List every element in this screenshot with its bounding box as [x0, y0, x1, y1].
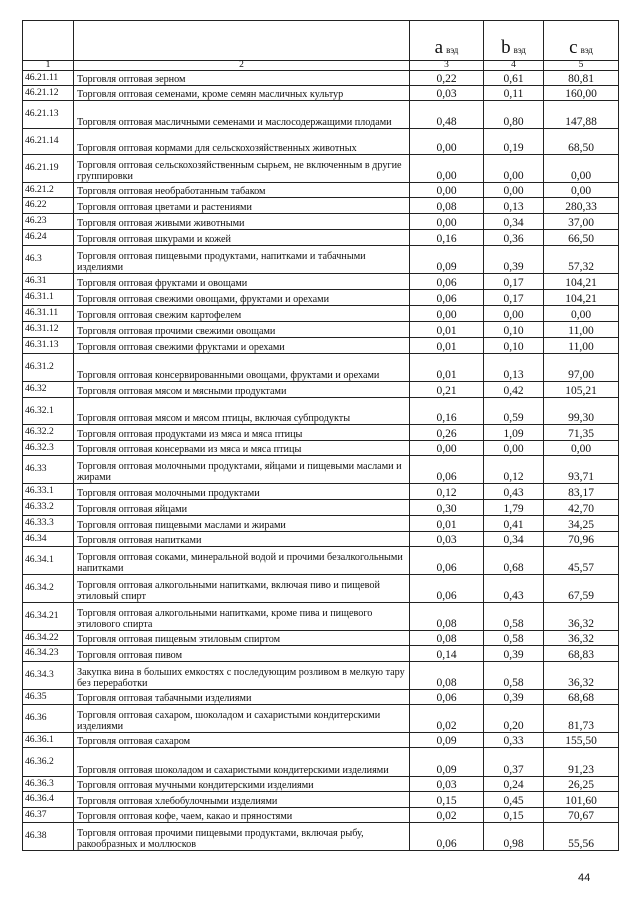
- activity-name: Торговля оптовая пищевыми маслами и жирами: [74, 516, 410, 532]
- activity-name: Торговля оптовая прочими пищевыми продуктами, включая рыбу, ракообразных и моллюсков: [74, 823, 410, 851]
- okved-code: 46.31: [23, 274, 74, 290]
- okved-code: 46.23: [23, 214, 74, 230]
- okved-code: 46.36.1: [23, 733, 74, 748]
- coef-b-value: 1,79: [484, 500, 544, 516]
- coef-a-value: 0,09: [410, 246, 484, 274]
- table-row: [23, 662, 619, 690]
- coef-b-value: 0,42: [484, 382, 544, 398]
- column-number: 3: [410, 61, 484, 71]
- coef-c-value: 80,81: [544, 71, 619, 86]
- coef-c-value: 0,00: [544, 306, 619, 322]
- activity-name: Торговля оптовая хлебобулочными изделиями: [74, 792, 410, 808]
- header-name-cell: [74, 21, 410, 61]
- okved-code: 46.34: [23, 532, 74, 547]
- coef-a-value: 0,06: [410, 823, 484, 851]
- activity-name: Торговля оптовая пищевым этиловым спиртом: [74, 631, 410, 646]
- table-row: [23, 484, 619, 500]
- coef-b-value: 0,98: [484, 823, 544, 851]
- table-row: [23, 338, 619, 354]
- coef-b-value: 0,17: [484, 290, 544, 306]
- coef-b-value: 0,19: [484, 129, 544, 155]
- coef-c-value: 0,00: [544, 155, 619, 183]
- coef-a-value: 0,06: [410, 690, 484, 705]
- coef-c-value: 45,57: [544, 547, 619, 575]
- coef-b-value: 0,13: [484, 354, 544, 382]
- coef-c-value: 0,00: [544, 183, 619, 198]
- coef-b-value: 0,10: [484, 322, 544, 338]
- coef-c-value: 68,83: [544, 646, 619, 662]
- activity-name: Торговля оптовая шоколадом и сахаристыми кондитерскими изделиями: [74, 748, 410, 777]
- activity-name: Закупка вина в больших емкостях с последующим розливом в мелкую тару без переработки: [74, 662, 410, 690]
- table-row: [23, 425, 619, 441]
- activity-name: Торговля оптовая кормами для сельскохозяйственных животных: [74, 129, 410, 155]
- activity-name: Торговля оптовая продуктами из мяса и мяса птицы: [74, 425, 410, 441]
- table-row: [23, 748, 619, 777]
- coef-b-value: 0,10: [484, 338, 544, 354]
- table-row: [23, 823, 619, 851]
- coef-b-value: 0,58: [484, 631, 544, 646]
- table-row: [23, 322, 619, 338]
- coef-a-value: 0,03: [410, 532, 484, 547]
- okved-code: 46.35: [23, 690, 74, 705]
- activity-name: Торговля оптовая свежими фруктами и орехами: [74, 338, 410, 354]
- okved-code: 46.33.1: [23, 484, 74, 500]
- coef-a-value: 0,30: [410, 500, 484, 516]
- table-row: [23, 792, 619, 808]
- activity-name: Торговля оптовая масличными семенами и маслосодержащими плодами: [74, 101, 410, 129]
- table-row: [23, 631, 619, 646]
- okved-code: 46.21.19: [23, 155, 74, 183]
- coef-c-value: 11,00: [544, 322, 619, 338]
- coef-b-value: 0,13: [484, 198, 544, 214]
- activity-name: Торговля оптовая алкогольными напитками, включая пиво и пищевой этиловый спирт: [74, 575, 410, 603]
- table-row: [23, 274, 619, 290]
- coef-a-value: 0,00: [410, 155, 484, 183]
- coef-b-value: 0,24: [484, 777, 544, 792]
- coef-b-value: 0,15: [484, 808, 544, 823]
- okved-code: 46.34.22: [23, 631, 74, 646]
- okved-code: 46.31.2: [23, 354, 74, 382]
- coef-b-value: 0,34: [484, 532, 544, 547]
- coef-a-value: 0,06: [410, 547, 484, 575]
- activity-name: Торговля оптовая прочими свежими овощами: [74, 322, 410, 338]
- coef-c-value: 91,23: [544, 748, 619, 777]
- okved-code: 46.33.2: [23, 500, 74, 516]
- okved-code: 46.24: [23, 230, 74, 246]
- okved-code: 46.34.1: [23, 547, 74, 575]
- activity-name: Торговля оптовая мучными кондитерскими изделиями: [74, 777, 410, 792]
- table-row: [23, 71, 619, 86]
- okved-code: 46.34.3: [23, 662, 74, 690]
- okved-code: 46.36.3: [23, 777, 74, 792]
- coef-b-value: 0,58: [484, 662, 544, 690]
- coef-c-value: 99,30: [544, 398, 619, 425]
- table-row: [23, 86, 619, 101]
- coef-c-value: 68,50: [544, 129, 619, 155]
- activity-name: Торговля оптовая соками, минеральной водой и прочими безалкогольными напитками: [74, 547, 410, 575]
- coef-a-value: 0,01: [410, 354, 484, 382]
- coef-a-value: 0,00: [410, 183, 484, 198]
- coef-b-value: 0,45: [484, 792, 544, 808]
- table-row: [23, 398, 619, 425]
- coef-a-value: 0,06: [410, 575, 484, 603]
- header-col-b: b вэд: [484, 21, 544, 61]
- coef-a-value: 0,26: [410, 425, 484, 441]
- coef-c-value: 57,32: [544, 246, 619, 274]
- coef-a-value: 0,03: [410, 86, 484, 101]
- header-col-a: a вэд: [410, 21, 484, 61]
- table-row: [23, 516, 619, 532]
- coef-a-value: 0,08: [410, 662, 484, 690]
- coef-c-value: 55,56: [544, 823, 619, 851]
- table-row: [23, 532, 619, 547]
- header-col-c: c вэд: [544, 21, 619, 61]
- coef-b-value: 0,36: [484, 230, 544, 246]
- okved-code: 46.34.23: [23, 646, 74, 662]
- okved-code: 46.36.2: [23, 748, 74, 777]
- coef-a-value: 0,16: [410, 230, 484, 246]
- okved-code: 46.34.21: [23, 603, 74, 631]
- activity-name: Торговля оптовая консервами из мяса и мяса птицы: [74, 441, 410, 456]
- okved-code: 46.32: [23, 382, 74, 398]
- table-row: [23, 183, 619, 198]
- coef-b-value: 0,59: [484, 398, 544, 425]
- table-row: [23, 808, 619, 823]
- table-row: [23, 603, 619, 631]
- coef-c-value: 71,35: [544, 425, 619, 441]
- coef-a-value: 0,01: [410, 322, 484, 338]
- coef-a-value: 0,00: [410, 214, 484, 230]
- column-number-row: [23, 61, 619, 71]
- okved-code: 46.21.12: [23, 86, 74, 101]
- column-number: 2: [74, 61, 410, 71]
- coef-c-value: 104,21: [544, 274, 619, 290]
- coef-a-value: 0,06: [410, 456, 484, 484]
- activity-name: Торговля оптовая консервированными овощами, фруктами и орехами: [74, 354, 410, 382]
- activity-name: Торговля оптовая свежими овощами, фруктами и орехами: [74, 290, 410, 306]
- activity-name: Торговля оптовая свежим картофелем: [74, 306, 410, 322]
- coef-a-value: 0,16: [410, 398, 484, 425]
- activity-name: Торговля оптовая живыми животными: [74, 214, 410, 230]
- page-number: 44: [578, 872, 591, 884]
- coef-b-value: 0,37: [484, 748, 544, 777]
- table-row: [23, 354, 619, 382]
- coef-c-value: 280,33: [544, 198, 619, 214]
- coef-c-value: 26,25: [544, 777, 619, 792]
- table-row: [23, 155, 619, 183]
- coef-a-value: 0,15: [410, 792, 484, 808]
- coef-c-value: 160,00: [544, 86, 619, 101]
- activity-name: Торговля оптовая пищевыми продуктами, напитками и табачными изделиями: [74, 246, 410, 274]
- coef-b-value: 0,43: [484, 484, 544, 500]
- coef-c-value: 0,00: [544, 441, 619, 456]
- table-row: [23, 441, 619, 456]
- table-row: [23, 290, 619, 306]
- activity-name: Торговля оптовая сельскохозяйственным сырьем, не включенным в другие группировки: [74, 155, 410, 183]
- header-code-cell: [23, 21, 74, 61]
- activity-name: Торговля оптовая табачными изделиями: [74, 690, 410, 705]
- coef-c-value: 37,00: [544, 214, 619, 230]
- table-row: [23, 382, 619, 398]
- okved-code: 46.33: [23, 456, 74, 484]
- coef-b-value: 0,11: [484, 86, 544, 101]
- coef-c-value: 104,21: [544, 290, 619, 306]
- coef-c-value: 34,25: [544, 516, 619, 532]
- okved-code: 46.21.11: [23, 71, 74, 86]
- coef-a-value: 0,08: [410, 603, 484, 631]
- activity-name: Торговля оптовая яйцами: [74, 500, 410, 516]
- okved-code: 46.21.14: [23, 129, 74, 155]
- coef-a-value: 0,02: [410, 808, 484, 823]
- coef-a-value: 0,02: [410, 705, 484, 733]
- okved-code: 46.31.12: [23, 322, 74, 338]
- coef-b-value: 0,68: [484, 547, 544, 575]
- okved-coefficients-table: [22, 20, 619, 851]
- table-row: [23, 733, 619, 748]
- coef-a-value: 0,12: [410, 484, 484, 500]
- okved-code: 46.38: [23, 823, 74, 851]
- table-row: [23, 705, 619, 733]
- coef-b-value: 0,39: [484, 690, 544, 705]
- column-number: 1: [23, 61, 74, 71]
- coef-b-value: 0,17: [484, 274, 544, 290]
- coef-b-value: 0,41: [484, 516, 544, 532]
- activity-name: Торговля оптовая фруктами и овощами: [74, 274, 410, 290]
- table-row: [23, 690, 619, 705]
- coef-a-value: 0,06: [410, 274, 484, 290]
- activity-name: Торговля оптовая сахаром: [74, 733, 410, 748]
- coef-a-value: 0,01: [410, 516, 484, 532]
- activity-name: Торговля оптовая алкогольными напитками, кроме пива и пищевого этилового спирта: [74, 603, 410, 631]
- activity-name: Торговля оптовая мясом и мясом птицы, включая субпродукты: [74, 398, 410, 425]
- table-row: [23, 500, 619, 516]
- table-row: [23, 230, 619, 246]
- coef-a-value: 0,00: [410, 441, 484, 456]
- table-row: [23, 777, 619, 792]
- okved-code: 46.37: [23, 808, 74, 823]
- activity-name: Торговля оптовая молочными продуктами, яйцами и пищевыми маслами и жирами: [74, 456, 410, 484]
- coef-c-value: 68,68: [544, 690, 619, 705]
- column-number: 5: [544, 61, 619, 71]
- coef-b-value: 0,43: [484, 575, 544, 603]
- coef-c-value: 36,32: [544, 603, 619, 631]
- coef-c-value: 70,67: [544, 808, 619, 823]
- activity-name: Торговля оптовая молочными продуктами: [74, 484, 410, 500]
- table-row: [23, 129, 619, 155]
- coef-a-value: 0,00: [410, 129, 484, 155]
- okved-code: 46.31.1: [23, 290, 74, 306]
- activity-name: Торговля оптовая сахаром, шоколадом и сахаристыми кондитерскими изделиями: [74, 705, 410, 733]
- coef-b-value: 0,34: [484, 214, 544, 230]
- coef-c-value: 147,88: [544, 101, 619, 129]
- coef-a-value: 0,14: [410, 646, 484, 662]
- activity-name: Торговля оптовая мясом и мясными продуктами: [74, 382, 410, 398]
- coef-c-value: 105,21: [544, 382, 619, 398]
- coef-b-value: 0,58: [484, 603, 544, 631]
- table-row: [23, 101, 619, 129]
- table-row: [23, 246, 619, 274]
- okved-code: 46.33.3: [23, 516, 74, 532]
- table-row: [23, 575, 619, 603]
- activity-name: Торговля оптовая семенами, кроме семян масличных культур: [74, 86, 410, 101]
- table-row: [23, 214, 619, 230]
- activity-name: Торговля оптовая зерном: [74, 71, 410, 86]
- table-row: [23, 306, 619, 322]
- coef-c-value: 66,50: [544, 230, 619, 246]
- coef-a-value: 0,09: [410, 733, 484, 748]
- okved-code: 46.34.2: [23, 575, 74, 603]
- coef-a-value: 0,03: [410, 777, 484, 792]
- coef-c-value: 155,50: [544, 733, 619, 748]
- coef-b-value: 0,39: [484, 246, 544, 274]
- coef-c-value: 83,17: [544, 484, 619, 500]
- table-row: [23, 198, 619, 214]
- activity-name: Торговля оптовая необработанным табаком: [74, 183, 410, 198]
- coef-a-value: 0,08: [410, 198, 484, 214]
- coef-b-value: 0,80: [484, 101, 544, 129]
- coef-c-value: 70,96: [544, 532, 619, 547]
- okved-code: 46.31.13: [23, 338, 74, 354]
- coef-a-value: 0,08: [410, 631, 484, 646]
- activity-name: Торговля оптовая пивом: [74, 646, 410, 662]
- coef-b-value: 0,00: [484, 441, 544, 456]
- coef-a-value: 0,22: [410, 71, 484, 86]
- coef-b-value: 0,00: [484, 183, 544, 198]
- activity-name: Торговля оптовая напитками: [74, 532, 410, 547]
- okved-code: 46.32.3: [23, 441, 74, 456]
- okved-code: 46.32.1: [23, 398, 74, 425]
- okved-code: 46.31.11: [23, 306, 74, 322]
- coef-a-value: 0,01: [410, 338, 484, 354]
- coef-a-value: 0,09: [410, 748, 484, 777]
- coef-b-value: 1,09: [484, 425, 544, 441]
- coef-b-value: 0,20: [484, 705, 544, 733]
- coef-b-value: 0,61: [484, 71, 544, 86]
- okved-code: 46.36: [23, 705, 74, 733]
- okved-code: 46.36.4: [23, 792, 74, 808]
- okved-code: 46.21.2: [23, 183, 74, 198]
- coef-b-value: 0,33: [484, 733, 544, 748]
- coef-c-value: 101,60: [544, 792, 619, 808]
- coef-c-value: 67,59: [544, 575, 619, 603]
- coef-b-value: 0,00: [484, 306, 544, 322]
- table-body: [23, 71, 619, 851]
- table-header-row: [23, 21, 619, 61]
- coef-c-value: 81,73: [544, 705, 619, 733]
- coef-a-value: 0,00: [410, 306, 484, 322]
- activity-name: Торговля оптовая цветами и растениями: [74, 198, 410, 214]
- coef-c-value: 93,71: [544, 456, 619, 484]
- coef-b-value: 0,39: [484, 646, 544, 662]
- coef-b-value: 0,00: [484, 155, 544, 183]
- coef-b-value: 0,12: [484, 456, 544, 484]
- coef-c-value: 11,00: [544, 338, 619, 354]
- okved-code: 46.21.13: [23, 101, 74, 129]
- coef-a-value: 0,06: [410, 290, 484, 306]
- column-number: 4: [484, 61, 544, 71]
- coef-a-value: 0,48: [410, 101, 484, 129]
- table-row: [23, 547, 619, 575]
- activity-name: Торговля оптовая шкурами и кожей: [74, 230, 410, 246]
- table-row: [23, 456, 619, 484]
- coef-a-value: 0,21: [410, 382, 484, 398]
- activity-name: Торговля оптовая кофе, чаем, какао и пряностями: [74, 808, 410, 823]
- table-row: [23, 646, 619, 662]
- okved-code: 46.22: [23, 198, 74, 214]
- coef-c-value: 97,00: [544, 354, 619, 382]
- coef-c-value: 36,32: [544, 631, 619, 646]
- coef-c-value: 42,70: [544, 500, 619, 516]
- okved-code: 46.3: [23, 246, 74, 274]
- okved-code: 46.32.2: [23, 425, 74, 441]
- coef-c-value: 36,32: [544, 662, 619, 690]
